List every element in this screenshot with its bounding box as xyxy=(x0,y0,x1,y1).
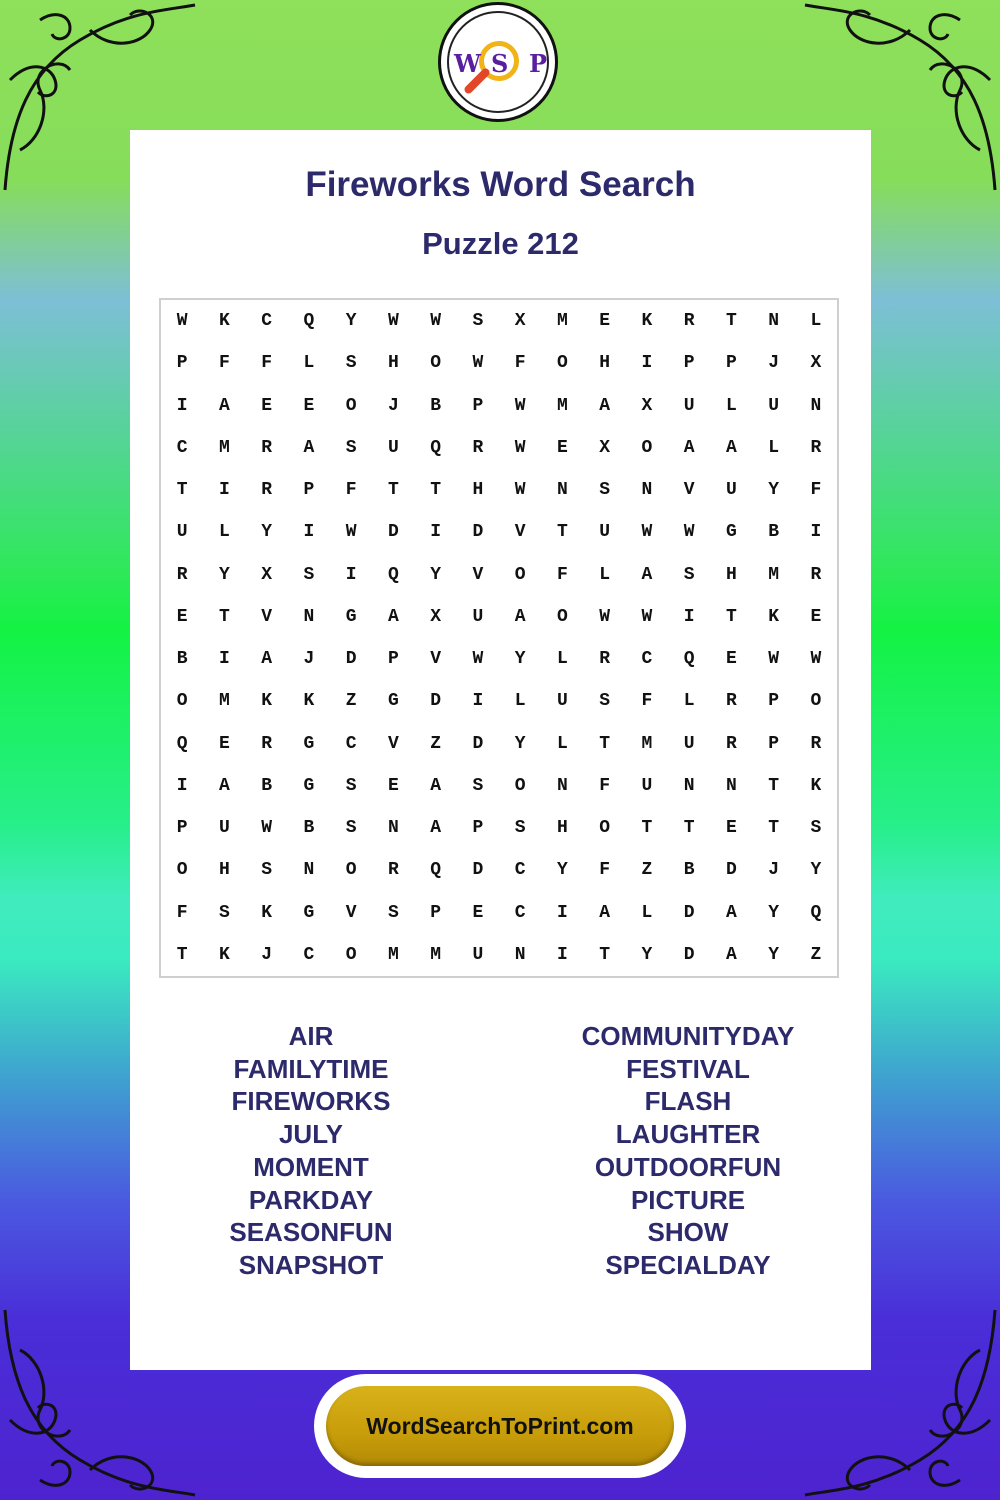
grid-cell[interactable]: R xyxy=(472,437,484,458)
grid-cell[interactable]: M xyxy=(768,564,780,585)
grid-cell[interactable]: R xyxy=(683,311,695,332)
grid-cell[interactable]: J xyxy=(261,944,273,965)
word-list-item: MOMENT xyxy=(253,1151,369,1182)
grid-cell[interactable]: E xyxy=(303,395,315,416)
grid-cell[interactable]: Q xyxy=(683,649,695,670)
word-list-item: SEASONFUN xyxy=(229,1217,393,1248)
page-title: Fireworks Word Search xyxy=(305,165,696,204)
grid-cell[interactable]: S xyxy=(683,564,695,585)
grid-cell[interactable]: G xyxy=(303,733,315,754)
grid-cell[interactable]: D xyxy=(430,691,442,712)
grid-cell[interactable]: E xyxy=(218,733,230,754)
grid-cell[interactable]: S xyxy=(218,902,230,923)
grid-cell[interactable]: O xyxy=(810,691,822,712)
word-list-item: PICTURE xyxy=(630,1184,746,1215)
grid-cell[interactable]: S xyxy=(472,311,484,332)
grid-cell[interactable]: A xyxy=(303,437,315,458)
grid-cell[interactable]: T xyxy=(725,606,737,627)
grid-cell[interactable]: U xyxy=(725,480,737,501)
grid-cell[interactable]: M xyxy=(556,311,568,332)
grid-cell[interactable]: Y xyxy=(768,480,780,501)
grid-cell[interactable]: Z xyxy=(345,691,357,712)
grid-cell[interactable]: P xyxy=(683,353,695,374)
grid-cell[interactable]: U xyxy=(556,691,568,712)
grid-cell[interactable]: V xyxy=(472,564,484,585)
grid-cell[interactable]: P xyxy=(768,733,780,754)
grid-cell[interactable]: G xyxy=(725,522,737,543)
grid-cell[interactable]: W xyxy=(768,649,780,670)
grid-cell[interactable]: W xyxy=(810,649,822,670)
grid-cell[interactable]: Q xyxy=(176,733,188,754)
word-list-right xyxy=(503,1020,873,1282)
grid-cell[interactable]: K xyxy=(768,606,780,627)
grid-cell[interactable]: K xyxy=(218,944,230,965)
grid-cell[interactable]: V xyxy=(345,902,357,923)
grid-cell[interactable]: J xyxy=(768,353,780,374)
grid-cell[interactable]: L xyxy=(725,395,737,416)
grid-cell[interactable]: Y xyxy=(261,522,273,543)
grid-cell[interactable]: T xyxy=(218,606,230,627)
puzzle-number: Puzzle 212 xyxy=(422,226,579,261)
grid-cell[interactable]: A xyxy=(725,944,737,965)
grid-cell[interactable]: V xyxy=(683,480,695,501)
grid-cell[interactable]: T xyxy=(768,775,780,796)
grid-cell[interactable]: B xyxy=(261,775,273,796)
grid-cell[interactable]: S xyxy=(345,353,357,374)
grid-cell[interactable]: D xyxy=(683,902,695,923)
grid-cell[interactable]: X xyxy=(430,606,442,627)
grid-cell[interactable]: X xyxy=(599,437,611,458)
grid-cell[interactable]: P xyxy=(768,691,780,712)
grid-cell[interactable]: A xyxy=(430,775,442,796)
grid-cell[interactable]: S xyxy=(303,564,315,585)
grid-cell[interactable]: Y xyxy=(768,944,780,965)
grid-cell[interactable]: A xyxy=(725,902,737,923)
grid-cell[interactable]: P xyxy=(472,395,484,416)
grid-cell[interactable]: H xyxy=(725,564,737,585)
grid-cell[interactable]: E xyxy=(556,437,568,458)
grid-cell[interactable]: I xyxy=(556,902,568,923)
grid-cell[interactable]: X xyxy=(261,564,273,585)
grid-cell[interactable]: T xyxy=(556,522,568,543)
grid-cell[interactable]: I xyxy=(683,606,695,627)
grid-cell[interactable]: X xyxy=(810,353,822,374)
grid-cell[interactable]: L xyxy=(218,522,230,543)
word-list-item: OUTDOORFUN xyxy=(594,1151,782,1182)
grid-cell[interactable]: B xyxy=(683,860,695,881)
grid-cell[interactable]: R xyxy=(810,733,822,754)
grid-cell[interactable]: J xyxy=(768,860,780,881)
grid-cell[interactable]: U xyxy=(472,606,484,627)
grid-cell[interactable]: E xyxy=(599,311,611,332)
grid-cell[interactable]: Y xyxy=(641,944,653,965)
grid-cell[interactable]: D xyxy=(725,860,737,881)
grid-cell[interactable]: E xyxy=(810,606,822,627)
grid-cell[interactable]: T xyxy=(387,480,399,501)
grid-cell[interactable]: Y xyxy=(218,564,230,585)
word-list-item: SNAPSHOT xyxy=(238,1249,384,1280)
grid-cell[interactable]: W xyxy=(514,437,526,458)
grid-cell[interactable]: V xyxy=(387,733,399,754)
grid-cell[interactable]: I xyxy=(641,353,653,374)
grid-cell[interactable]: W xyxy=(387,311,399,332)
grid-cell[interactable]: G xyxy=(345,606,357,627)
grid-cell[interactable]: K xyxy=(810,775,822,796)
grid-cell[interactable]: T xyxy=(641,818,653,839)
grid-cell[interactable]: V xyxy=(430,649,442,670)
grid-cell[interactable]: C xyxy=(303,944,315,965)
grid-cell[interactable]: W xyxy=(430,311,442,332)
grid-cell[interactable]: O xyxy=(345,944,357,965)
grid-cell[interactable]: U xyxy=(472,944,484,965)
grid-cell[interactable]: N xyxy=(514,944,526,965)
grid-cell[interactable]: W xyxy=(176,311,188,332)
grid-cell[interactable]: U xyxy=(768,395,780,416)
logo-letter-w: W xyxy=(454,49,481,78)
word-list-item: LAUGHTER xyxy=(615,1119,761,1150)
grid-cell[interactable]: T xyxy=(599,733,611,754)
grid-cell[interactable]: Y xyxy=(810,860,822,881)
grid-cell[interactable]: P xyxy=(725,353,737,374)
grid-cell[interactable]: Y xyxy=(430,564,442,585)
grid-cell[interactable]: A xyxy=(725,437,737,458)
grid-cell[interactable]: W xyxy=(472,649,484,670)
grid-cell[interactable]: Q xyxy=(430,860,442,881)
grid-cell[interactable]: P xyxy=(430,902,442,923)
grid-cell[interactable]: Q xyxy=(810,902,822,923)
word-list-item: FAMILYTIME xyxy=(233,1053,389,1084)
grid-cell[interactable]: S xyxy=(599,691,611,712)
grid-cell[interactable]: B xyxy=(430,395,442,416)
grid-cell[interactable]: F xyxy=(599,775,611,796)
grid-cell[interactable]: N xyxy=(303,606,315,627)
grid-cell[interactable]: X xyxy=(514,311,526,332)
grid-cell[interactable]: S xyxy=(599,480,611,501)
grid-cell[interactable]: A xyxy=(514,606,526,627)
grid-cell[interactable]: B xyxy=(176,649,188,670)
grid-cell[interactable]: T xyxy=(599,944,611,965)
grid-cell[interactable]: E xyxy=(725,818,737,839)
grid-cell[interactable]: L xyxy=(514,691,526,712)
grid-cell[interactable]: P xyxy=(303,480,315,501)
grid-cell[interactable]: N xyxy=(768,311,780,332)
grid-cell[interactable]: A xyxy=(218,775,230,796)
grid-cell[interactable]: Y xyxy=(514,649,526,670)
grid-cell[interactable]: U xyxy=(683,733,695,754)
grid-cell[interactable]: O xyxy=(345,395,357,416)
grid-cell[interactable]: F xyxy=(556,564,568,585)
grid-cell[interactable]: W xyxy=(514,480,526,501)
grid-cell[interactable]: W xyxy=(472,353,484,374)
letter-grid xyxy=(159,298,839,978)
grid-cell[interactable]: I xyxy=(218,480,230,501)
grid-cell[interactable]: L xyxy=(683,691,695,712)
grid-cell[interactable]: T xyxy=(768,818,780,839)
grid-cell[interactable]: S xyxy=(345,818,357,839)
logo-letter-s: S xyxy=(491,49,509,78)
grid-cell[interactable]: G xyxy=(303,902,315,923)
grid-cell[interactable]: M xyxy=(387,944,399,965)
grid-cell[interactable]: K xyxy=(261,902,273,923)
grid-cell[interactable]: P xyxy=(472,818,484,839)
grid-cell[interactable]: M xyxy=(430,944,442,965)
grid-cell[interactable]: R xyxy=(725,733,737,754)
grid-cell[interactable]: C xyxy=(514,860,526,881)
grid-cell[interactable]: F xyxy=(599,860,611,881)
grid-cell[interactable]: J xyxy=(387,395,399,416)
grid-cell[interactable]: T xyxy=(725,311,737,332)
word-list-item: SHOW xyxy=(647,1217,729,1248)
grid-cell[interactable]: L xyxy=(556,649,568,670)
site-link-button[interactable]: WordSearchToPrint.com xyxy=(326,1386,674,1466)
grid-cell[interactable]: A xyxy=(261,649,273,670)
grid-cell[interactable]: I xyxy=(218,649,230,670)
grid-cell[interactable]: E xyxy=(725,649,737,670)
grid-cell[interactable]: N xyxy=(556,480,568,501)
grid-cell[interactable]: J xyxy=(303,649,315,670)
grid-cell[interactable]: I xyxy=(303,522,315,543)
grid-cell[interactable]: T xyxy=(430,480,442,501)
grid-cell[interactable]: O xyxy=(641,437,653,458)
grid-cell[interactable]: R xyxy=(810,564,822,585)
grid-cell[interactable]: F xyxy=(218,353,230,374)
grid-cell[interactable]: D xyxy=(472,522,484,543)
grid-cell[interactable]: A xyxy=(218,395,230,416)
grid-cell[interactable]: O xyxy=(514,564,526,585)
grid-cell[interactable]: U xyxy=(599,522,611,543)
grid-cell[interactable]: S xyxy=(514,818,526,839)
grid-cell[interactable]: L xyxy=(303,353,315,374)
grid-cell[interactable]: V xyxy=(514,522,526,543)
grid-cell[interactable]: S xyxy=(261,860,273,881)
grid-cell[interactable]: A xyxy=(599,395,611,416)
word-list-item: JULY xyxy=(278,1119,344,1150)
grid-cell[interactable]: K xyxy=(641,311,653,332)
grid-cell[interactable]: A xyxy=(599,902,611,923)
grid-cell[interactable]: F xyxy=(261,353,273,374)
grid-cell[interactable]: Y xyxy=(768,902,780,923)
grid-cell[interactable]: A xyxy=(683,437,695,458)
grid-cell[interactable]: A xyxy=(641,564,653,585)
grid-cell[interactable]: L xyxy=(556,733,568,754)
grid-cell[interactable]: L xyxy=(810,311,822,332)
grid-cell[interactable]: C xyxy=(514,902,526,923)
grid-cell[interactable]: R xyxy=(725,691,737,712)
puzzle-sheet xyxy=(130,130,871,1370)
grid-cell[interactable]: H xyxy=(556,818,568,839)
grid-cell[interactable]: N xyxy=(810,395,822,416)
grid-cell[interactable]: F xyxy=(345,480,357,501)
grid-cell[interactable]: O xyxy=(599,818,611,839)
grid-cell[interactable]: D xyxy=(683,944,695,965)
grid-cell[interactable]: E xyxy=(176,606,188,627)
grid-cell[interactable]: B xyxy=(768,522,780,543)
grid-cell[interactable]: V xyxy=(261,606,273,627)
grid-cell[interactable]: N xyxy=(556,775,568,796)
grid-cell[interactable]: M xyxy=(218,437,230,458)
grid-cell[interactable]: H xyxy=(599,353,611,374)
grid-cell[interactable]: U xyxy=(683,395,695,416)
grid-cell[interactable]: H xyxy=(472,480,484,501)
grid-cell[interactable]: B xyxy=(303,818,315,839)
grid-cell[interactable]: W xyxy=(641,522,653,543)
grid-cell[interactable]: G xyxy=(303,775,315,796)
grid-cell[interactable]: K xyxy=(303,691,315,712)
grid-cell[interactable]: P xyxy=(176,353,188,374)
grid-cell[interactable]: W xyxy=(345,522,357,543)
logo-letter-p: P xyxy=(529,49,548,78)
grid-cell[interactable]: I xyxy=(176,775,188,796)
grid-cell[interactable]: R xyxy=(599,649,611,670)
grid-cell[interactable]: E xyxy=(387,775,399,796)
grid-cell[interactable]: O xyxy=(176,691,188,712)
grid-cell[interactable]: P xyxy=(176,818,188,839)
grid-cell[interactable]: O xyxy=(176,860,188,881)
grid-cell[interactable]: X xyxy=(641,395,653,416)
grid-cell[interactable]: C xyxy=(641,649,653,670)
grid-cell[interactable]: G xyxy=(387,691,399,712)
grid-cell[interactable]: I xyxy=(176,395,188,416)
word-list-item: AIR xyxy=(288,1021,334,1051)
grid-cell[interactable]: N xyxy=(387,818,399,839)
grid-cell[interactable]: E xyxy=(261,395,273,416)
wsp-logo xyxy=(438,2,558,122)
grid-cell[interactable]: Z xyxy=(810,944,822,965)
grid-cell[interactable]: W xyxy=(641,606,653,627)
grid-cell[interactable]: S xyxy=(345,437,357,458)
grid-cell[interactable]: E xyxy=(472,902,484,923)
word-list-item: COMMUNITYDAY xyxy=(581,1021,795,1051)
grid-cell[interactable]: K xyxy=(261,691,273,712)
grid-cell[interactable]: T xyxy=(176,480,188,501)
grid-cell[interactable]: L xyxy=(768,437,780,458)
grid-cell[interactable]: D xyxy=(472,860,484,881)
word-list-left xyxy=(126,1020,496,1282)
grid-cell[interactable]: N xyxy=(303,860,315,881)
grid-cell[interactable]: H xyxy=(387,353,399,374)
grid-cell[interactable]: T xyxy=(176,944,188,965)
grid-cell[interactable]: F xyxy=(810,480,822,501)
grid-cell[interactable]: K xyxy=(218,311,230,332)
grid-cell[interactable]: N xyxy=(725,775,737,796)
word-list-item: SPECIALDAY xyxy=(605,1249,771,1280)
grid-cell[interactable]: M xyxy=(641,733,653,754)
grid-cell[interactable]: Z xyxy=(430,733,442,754)
grid-cell[interactable]: R xyxy=(261,733,273,754)
grid-cell[interactable]: F xyxy=(641,691,653,712)
grid-cell[interactable]: W xyxy=(599,606,611,627)
grid-cell[interactable]: D xyxy=(345,649,357,670)
grid-cell[interactable]: U xyxy=(176,522,188,543)
grid-cell[interactable]: H xyxy=(218,860,230,881)
grid-cell[interactable]: O xyxy=(345,860,357,881)
grid-cell[interactable]: A xyxy=(387,606,399,627)
grid-cell[interactable]: L xyxy=(641,902,653,923)
grid-cell[interactable]: C xyxy=(176,437,188,458)
grid-cell[interactable]: R xyxy=(810,437,822,458)
grid-cell[interactable]: U xyxy=(641,775,653,796)
grid-cell[interactable]: O xyxy=(514,775,526,796)
grid-cell[interactable]: S xyxy=(472,775,484,796)
grid-cell[interactable]: Q xyxy=(430,437,442,458)
grid-cell[interactable]: Q xyxy=(303,311,315,332)
grid-cell[interactable]: R xyxy=(387,860,399,881)
grid-cell[interactable]: F xyxy=(514,353,526,374)
grid-cell[interactable]: U xyxy=(218,818,230,839)
grid-cell[interactable]: I xyxy=(556,944,568,965)
grid-cell[interactable]: A xyxy=(430,818,442,839)
grid-cell[interactable]: C xyxy=(345,733,357,754)
grid-cell[interactable]: I xyxy=(472,691,484,712)
grid-cell[interactable]: F xyxy=(176,902,188,923)
grid-cell[interactable]: O xyxy=(556,353,568,374)
grid-cell[interactable]: Z xyxy=(641,860,653,881)
grid-cell[interactable]: O xyxy=(556,606,568,627)
grid-cell[interactable]: W xyxy=(514,395,526,416)
grid-cell[interactable]: U xyxy=(387,437,399,458)
grid-cell[interactable]: Y xyxy=(514,733,526,754)
grid-cell[interactable]: R xyxy=(261,437,273,458)
grid-cell[interactable]: W xyxy=(261,818,273,839)
grid-cell[interactable]: D xyxy=(472,733,484,754)
grid-cell[interactable]: D xyxy=(387,522,399,543)
grid-cell[interactable]: S xyxy=(387,902,399,923)
grid-cell[interactable]: Y xyxy=(556,860,568,881)
grid-cell[interactable]: L xyxy=(599,564,611,585)
word-list-item: PARKDAY xyxy=(248,1184,374,1215)
grid-cell[interactable]: I xyxy=(345,564,357,585)
grid-cell[interactable]: C xyxy=(261,311,273,332)
grid-cell[interactable]: O xyxy=(430,353,442,374)
footer-badge xyxy=(314,1374,686,1478)
grid-cell[interactable]: N xyxy=(641,480,653,501)
grid-cell[interactable]: Y xyxy=(345,311,357,332)
grid-cell[interactable]: R xyxy=(176,564,188,585)
grid-cell[interactable]: P xyxy=(387,649,399,670)
grid-cell[interactable]: T xyxy=(683,818,695,839)
grid-cell[interactable]: I xyxy=(430,522,442,543)
grid-cell[interactable]: S xyxy=(345,775,357,796)
grid-cell[interactable]: M xyxy=(218,691,230,712)
word-list-item: FESTIVAL xyxy=(626,1053,750,1084)
grid-cell[interactable]: S xyxy=(810,818,822,839)
grid-cell[interactable]: N xyxy=(683,775,695,796)
grid-cell[interactable]: Q xyxy=(387,564,399,585)
grid-cell[interactable]: M xyxy=(556,395,568,416)
grid-cell[interactable]: W xyxy=(683,522,695,543)
grid-cell[interactable]: I xyxy=(810,522,822,543)
grid-cell[interactable]: R xyxy=(261,480,273,501)
word-list-item: FLASH xyxy=(644,1086,732,1117)
word-list-item: FIREWORKS xyxy=(231,1086,391,1117)
